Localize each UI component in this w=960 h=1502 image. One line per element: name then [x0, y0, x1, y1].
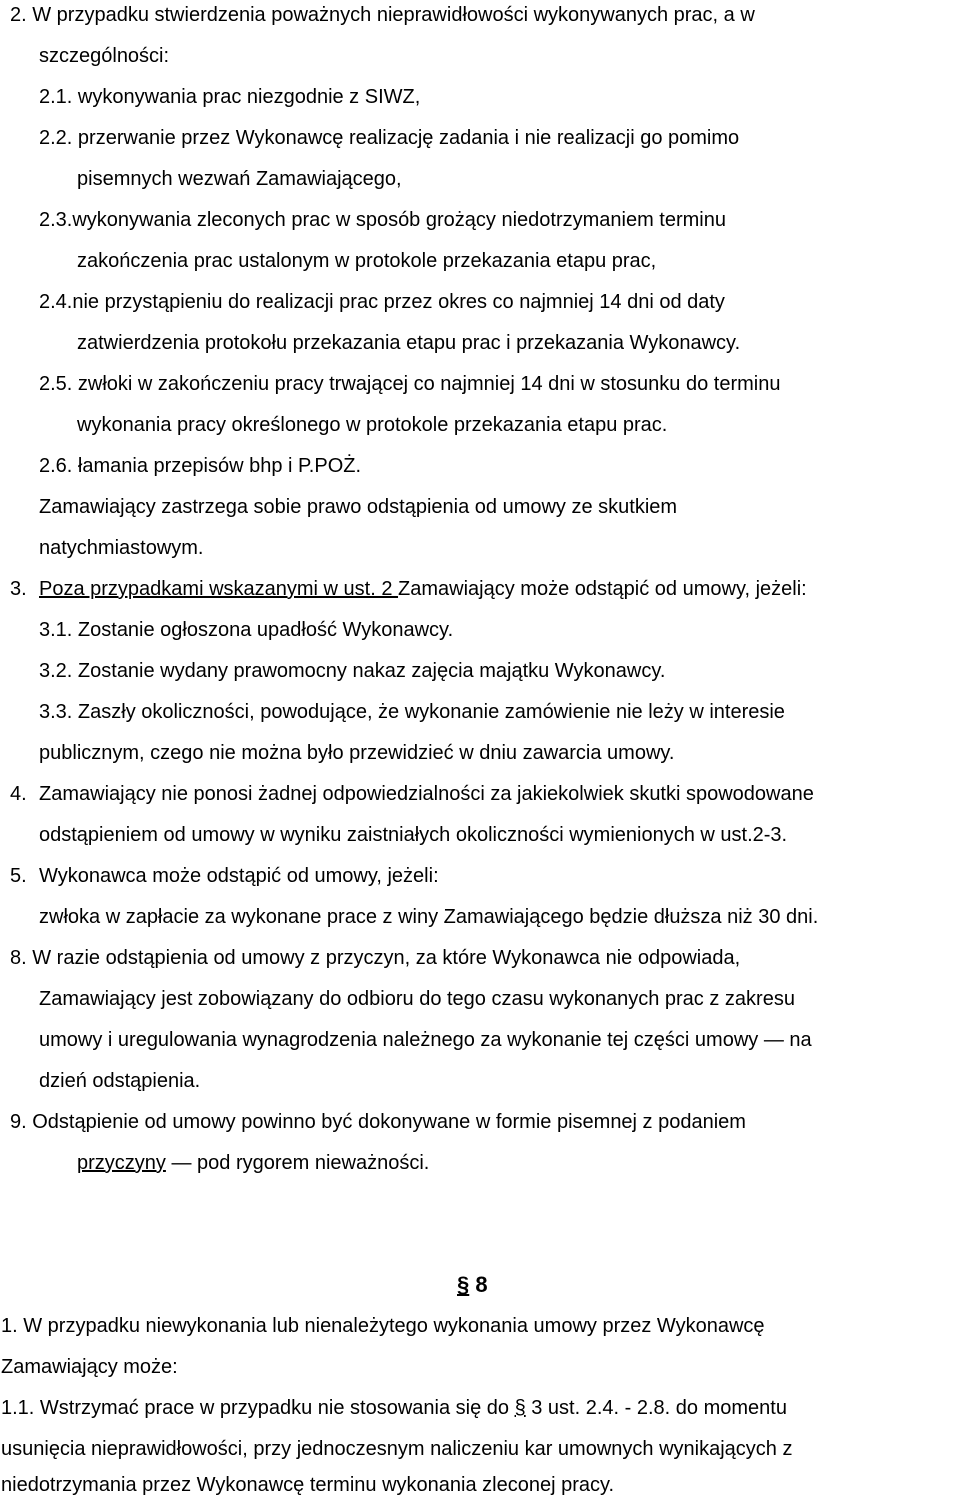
item-3-line-1 [39, 577, 807, 601]
item-9-line-1: 9. Odstąpienie od umowy powinno być dokonywane w formie pisemnej z podaniem [10, 1111, 746, 1133]
termination-clause-line-2: natychmiastowym. [39, 537, 204, 559]
item-3-3-line-1: 3.3. Zaszły okoliczności, powodujące, że wykonanie zamówienie nie leży w interesie [39, 701, 785, 723]
item-4-line-1: Zamawiający nie ponosi żadnej odpowiedzialności za jakiekolwiek skutki spowodowane [39, 783, 814, 805]
item-2-6: 2.6. łamania przepisów bhp i P.POŻ. [39, 455, 362, 477]
item-3-2: 3.2. Zostanie wydany prawomocny nakaz zajęcia majątku Wykonawcy. [39, 660, 666, 682]
para-1-1-line-1 [1, 1396, 787, 1420]
item-8-line-4: dzień odstąpienia. [39, 1070, 201, 1092]
item-2-line-2: szczególności: [39, 45, 170, 67]
para-1-line-2: Zamawiający może: [1, 1356, 178, 1378]
item-4-number: 4. [10, 783, 27, 805]
item-2-5-line-1: 2.5. zwłoki w zakończeniu pracy trwającej co najmniej 14 dni w stosunku do terminu [39, 373, 781, 395]
section-sign: § [457, 1272, 470, 1297]
item-3-1: 3.1. Zostanie ogłoszona upadłość Wykonawcy. [39, 619, 454, 641]
para-1-1-section-sign: § [514, 1397, 526, 1419]
item-2-4-line-1: 2.4.nie przystąpieniu do realizacji prac przez okres co najmniej 14 dni od daty [39, 291, 725, 313]
para-1-1-prefix: 1.1. Wstrzymać prace w przypadku nie stosowania się do [1, 1397, 515, 1419]
item-8-line-3: umowy i uregulowania wynagrodzenia należnego za wykonanie tej części umowy — na [39, 1029, 812, 1051]
item-2-3-line-1: 2.3.wykonywania zleconych prac w sposób grożący niedotrzymaniem terminu [39, 209, 726, 231]
item-8-line-2: Zamawiający jest zobowiązany do odbioru do tego czasu wykonanych prac z zakresu [39, 988, 795, 1010]
item-9-rest: — pod rygorem nieważności. [165, 1152, 430, 1174]
item-2-5-line-2: wykonania pracy określonego w protokole przekazania etapu prac. [77, 414, 668, 436]
item-5-line-1: Wykonawca może odstąpić od umowy, jeżeli: [39, 865, 439, 887]
para-1-1-line-2: usunięcia nieprawidłowości, przy jednoczesnym naliczeniu kar umownych wynikających z [1, 1438, 793, 1460]
item-3-rest: Zamawiający może odstąpić od umowy, jeżeli: [398, 578, 807, 600]
item-2-line-1: 2. W przypadku stwierdzenia poważnych nieprawidłowości wykonywanych prac, a w [10, 4, 755, 26]
item-8-line-1: 8. W razie odstąpienia od umowy z przyczyn, za które Wykonawca nie odpowiada, [10, 947, 741, 969]
item-2-2-line-1: 2.2. przerwanie przez Wykonawcę realizację zadania i nie realizacji go pomimo [39, 127, 740, 149]
item-5-number: 5. [10, 865, 27, 887]
section-number: 8 [469, 1272, 488, 1297]
item-2-4-line-2: zatwierdzenia protokołu przekazania etapu prac i przekazania Wykonawcy. [77, 332, 741, 354]
item-2-2-line-2: pisemnych wezwań Zamawiającego, [77, 168, 402, 190]
item-9-line-2 [77, 1151, 429, 1175]
item-5-line-2: zwłoka w zapłacie za wykonane prace z winy Zamawiającego będzie dłuższa niż 30 dni. [39, 906, 819, 928]
item-3-3-line-2: publicznym, czego nie można było przewidzieć w dniu zawarcia umowy. [39, 742, 675, 764]
item-3-number: 3. [10, 578, 27, 600]
para-1-1-line-3: niedotrzymania przez Wykonawcę terminu wykonania zleconej pracy. [1, 1474, 615, 1496]
section-8-heading [457, 1273, 488, 1297]
item-3-underlined: Poza przypadkami wskazanymi w ust. 2 [39, 578, 399, 600]
item-4-line-2: odstąpieniem od umowy w wyniku zaistniałych okoliczności wymienionych w ust.2-3. [39, 824, 788, 846]
termination-clause-line-1: Zamawiający zastrzega sobie prawo odstąpienia od umowy ze skutkiem [39, 496, 678, 518]
item-2-1: 2.1. wykonywania prac niezgodnie z SIWZ, [39, 86, 421, 108]
item-9-underlined: przyczyny [77, 1152, 166, 1174]
para-1-1-suffix: 3 ust. 2.4. - 2.8. do momentu [525, 1397, 787, 1419]
para-1-line-1: 1. W przypadku niewykonania lub nienależytego wykonania umowy przez Wykonawcę [1, 1315, 765, 1337]
item-2-3-line-2: zakończenia prac ustalonym w protokole przekazania etapu prac, [77, 250, 657, 272]
